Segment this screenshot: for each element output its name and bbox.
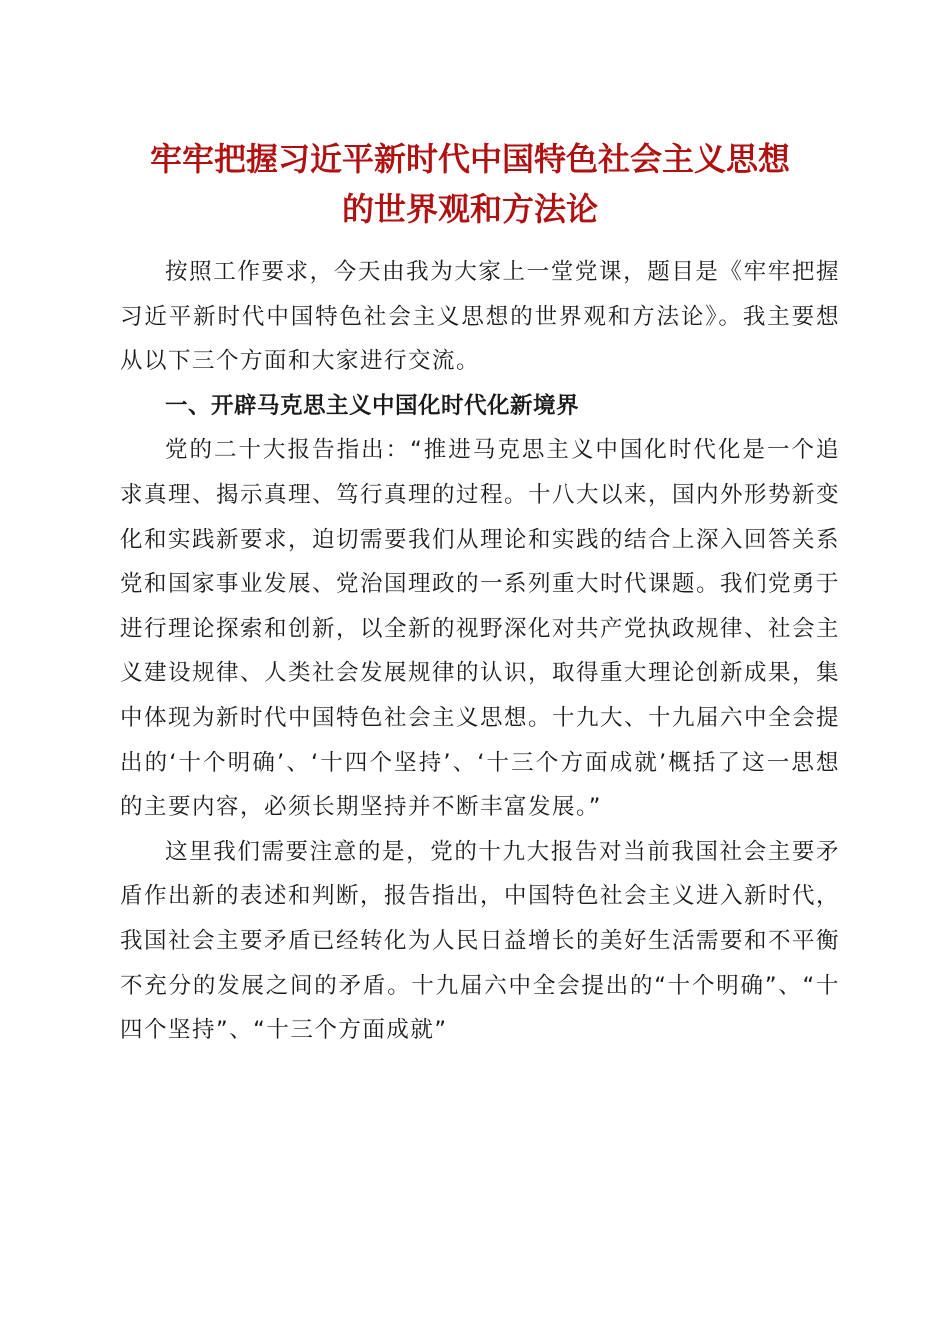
page-title	[100, 134, 840, 234]
title-line-2: 的世界观和方法论	[341, 190, 598, 228]
section-heading-1: 一、开辟马克思主义中国化时代化新境界	[165, 392, 580, 419]
body-paragraph-2: 这里我们需要注意的是，党的十九大报告对当前我国社会主要矛盾作出新的表述和判断，报告指出，中国特色社会主义进入新时代，我国社会主要矛盾已经转化为人民日益增长的美好生活需要和不平衡不充分的发展之间的矛盾。十九届六中全会提出的“十个明确”、“十四个坚持”、“十三个方面成就”	[120, 838, 841, 1044]
intro-paragraph: 按照工作要求，今天由我为大家上一堂党课，题目是《牢牢把握习近平新时代中国特色社会主义思想的世界观和方法论》。我主要想从以下三个方面和大家进行交流。	[120, 259, 840, 375]
document-body	[120, 250, 840, 1053]
title-line-1: 牢牢把握习近平新时代中国特色社会主义思想	[149, 140, 790, 178]
body-paragraph-1: 党的二十大报告指出：“推进马克思主义中国化时代化是一个追求真理、揭示真理、笃行真理的过程。十八大以来，国内外形势新变化和实践新要求，迫切需要我们从理论和实践的结合上深入回答关系党和国家事业发展、党治国理政的一系列重大时代课题。我们党勇于进行理论探索和创新，以全新的视野深化对共产党执政规律、社会主义建设规律、人类社会发展规律的认识，取得重大理论创新成果，集中体现为新时代中国特色社会主义思想。十九大、十九届六中全会提出的‘十个明确’、‘十四个坚持’、‘十三个方面成就’概括了这一思想的主要内容，必须长期坚持并不断丰富发展。”	[120, 437, 841, 821]
